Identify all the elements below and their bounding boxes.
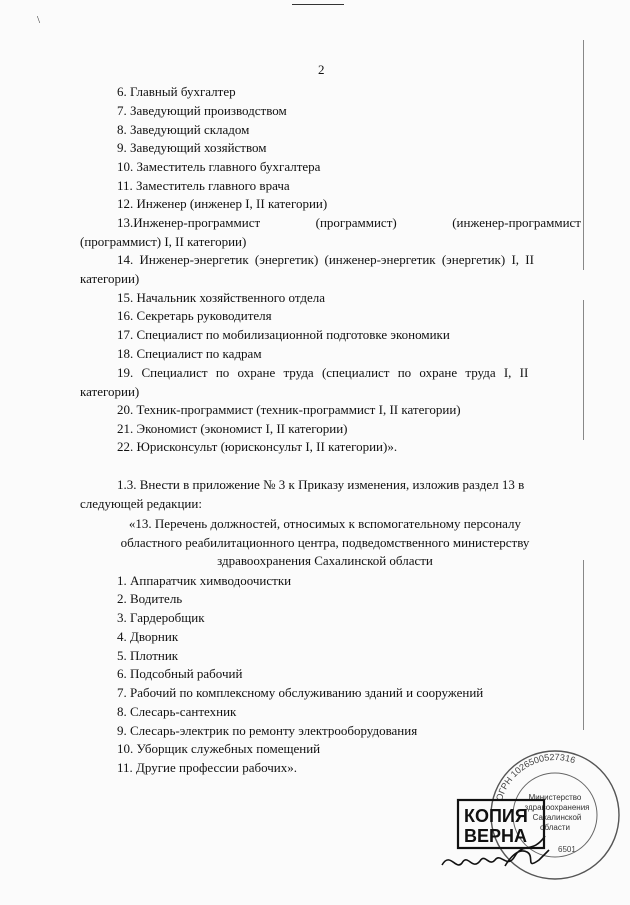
list-item-13-continuation: (программист) I, II категории) [80,234,247,249]
list-item-14-continuation: категории) [80,271,140,286]
list-item-19: 19. Специалист по охране труда (специалист по охране труда I, II [117,365,529,380]
scan-edge-line [583,300,584,440]
list-item-14: 14. Инженер-энергетик (энергетик) (инженер-энергетик (энергетик) I, II [117,252,534,267]
section-title: здравоохранения Сахалинской области [217,553,433,568]
list-item: 11. Другие профессии рабочих». [117,760,297,775]
list-item: 8. Слесарь-сантехник [117,704,237,719]
page-number: 2 [318,62,325,77]
list-item: 17. Специалист по мобилизационной подготовке экономики [117,327,450,342]
list-item: 18. Специалист по кадрам [117,346,262,361]
stamp-ring-text: ОГРН 1026500527316 [493,751,577,802]
section-title: областного реабилитационного центра, подведомственного министерству [120,535,530,550]
paragraph-1-3: 1.3. Внести в приложение № 3 к Приказу изменения, изложив раздел 13 в [117,477,525,492]
list-item: 8. Заведующий складом [117,122,250,137]
list-item: 7. Заведующий производством [117,103,287,118]
list-item: 5. Плотник [117,648,179,663]
copy-box-text: ВЕРНА [464,826,528,846]
list-item: 15. Начальник хозяйственного отдела [117,290,325,305]
scan-mark: \ [37,14,41,26]
list-item: 20. Техник-программист (техник-программист I, II категории) [117,402,461,417]
list-item: 4. Дворник [117,629,179,644]
list-item: 3. Гардеробщик [117,610,205,625]
section-title: «13. Перечень должностей, относимых к вспомогательному персоналу [128,516,522,531]
top-rule [292,4,344,5]
list-item: 12. Инженер (инженер I, II категории) [117,196,328,211]
stamp-bottom-text: 6501 [558,845,576,854]
list-item: 16. Секретарь руководителя [117,308,272,323]
stamp-center-line: области [540,823,570,832]
list-item-19-continuation: категории) [80,384,140,399]
list-item: 9. Заведующий хозяйством [117,140,267,155]
list-item: 6. Подсобный рабочий [117,666,243,681]
stamp-center-line: здравоохранения [524,803,590,812]
list-item-13-part: 13.Инженер-программист [117,215,261,230]
copy-box-text: КОПИЯ [464,806,528,826]
list-item: 11. Заместитель главного врача [117,178,290,193]
list-item: 9. Слесарь-электрик по ремонту электрооборудования [117,723,418,738]
scan-edge-line [583,40,584,270]
paragraph-1-3-continuation: следующей редакции: [80,496,202,511]
list-item-13-part: (инженер-программист [452,215,581,230]
list-item: 1. Аппаратчик химводоочистки [117,573,292,588]
list-item: 10. Уборщик служебных помещений [117,741,321,756]
list-item-13 [117,214,581,232]
scan-edge-line [583,560,584,730]
list-item: 7. Рабочий по комплексному обслуживанию зданий и сооружений [117,685,484,700]
list-item: 22. Юрисконсульт (юрисконсульт I, II категории)». [117,439,398,454]
list-item: 10. Заместитель главного бухгалтера [117,159,321,174]
official-stamp [440,740,620,900]
stamp-center-line: Сахалинской [532,813,582,822]
list-item: 21. Экономист (экономист I, II категории) [117,421,348,436]
list-item: 2. Водитель [117,591,183,606]
stamp-center-line: Министерство [528,793,582,802]
list-item-13-part: (программист) [315,215,397,230]
list-item: 6. Главный бухгалтер [117,84,236,99]
